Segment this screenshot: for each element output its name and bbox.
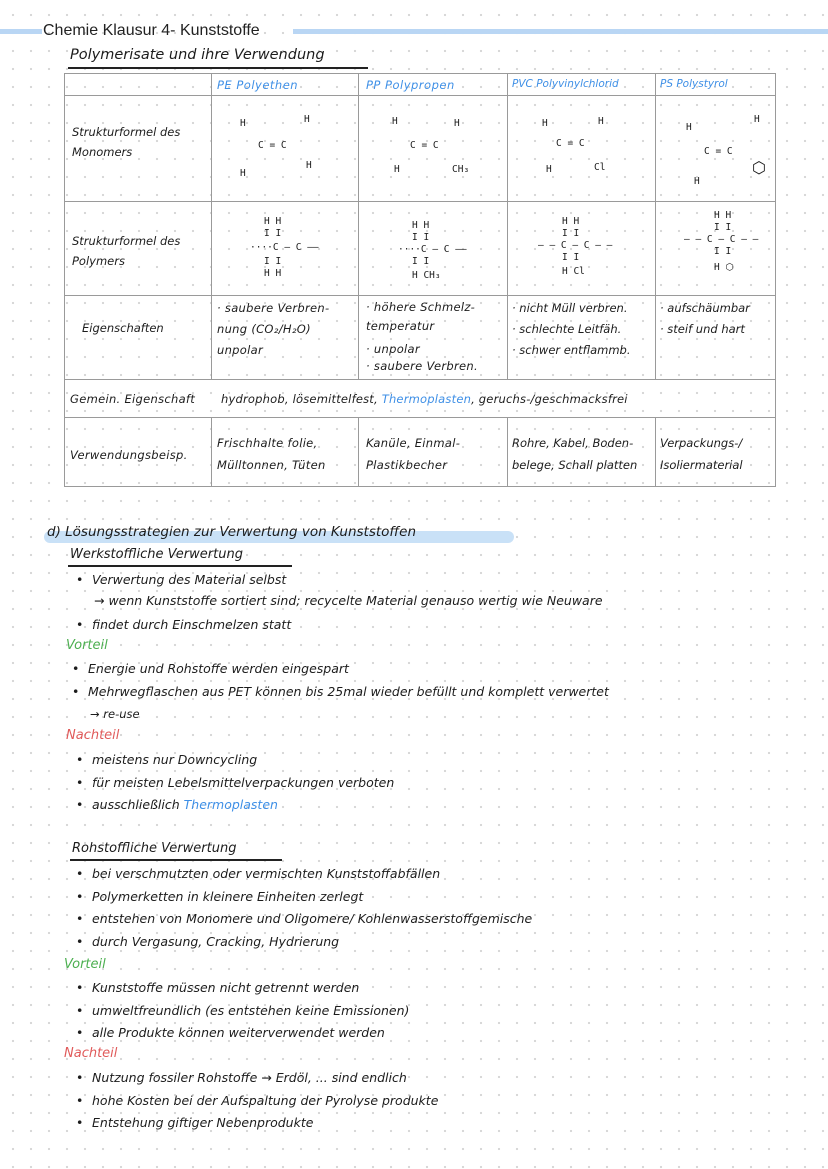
table-line: [358, 73, 359, 379]
table-line: [64, 379, 776, 380]
nachteil-list: [74, 1068, 438, 1136]
properties-ps: · aufschäumbar · steif und hart: [660, 301, 750, 336]
list-item: • Verwertung des Material selbst: [74, 570, 286, 593]
table-line: [358, 417, 359, 487]
polymer-formula-pp: H H I I ····C – C —— I I H CH₃: [398, 220, 467, 281]
vorteil-label: Vorteil: [66, 638, 108, 653]
common-properties: hydrophob, lösemittelfest, Thermoplasten, geruchs-/geschmacksfrei: [221, 392, 628, 406]
column-header-ps: PS Polystyrol: [660, 78, 728, 90]
benzene-ring-icon: ⬡: [752, 158, 766, 177]
table-subtitle: Polymerisate und ihre Verwendung: [70, 47, 325, 63]
section-title: d) Lösungsstrategien zur Verwertung von Kunststoffen: [47, 524, 417, 540]
heading-werkstoff: Werkstoffliche Verwertung: [70, 547, 243, 562]
monomer-formula-ps: H H C = C H ⬡: [686, 114, 766, 187]
uses-pe: Frischhalte folie, Mülltonnen, Tüten: [217, 436, 326, 472]
list-item: • hohe Kosten bei der Aufspaltung der Pyrolyse produkte: [74, 1091, 438, 1114]
uses-pvc: Rohre, Kabel, Boden- belege, Schall platten: [512, 436, 638, 472]
header-accent-left: [0, 29, 42, 34]
list-item: • bei verschmutzten oder vermischten Kunststoffabfällen: [74, 864, 532, 887]
heading-underline: [68, 565, 292, 567]
row-label-polymer: Strukturformel des Polymers: [72, 234, 181, 268]
list-item: • Energie und Rohstoffe werden eingespart: [70, 659, 609, 682]
row-label-monomer: Strukturformel des Monomers: [72, 125, 181, 159]
table-line: [211, 73, 212, 379]
table-line: [64, 295, 776, 296]
list-item: • Nutzung fossiler Rohstoffe → Erdöl, ... sind endlich: [74, 1068, 438, 1091]
table-line: [507, 417, 508, 487]
table-line: [64, 73, 65, 487]
list-item: • entstehen von Monomere und Oligomere/ Kohlenwasserstoffgemische: [74, 909, 532, 932]
table-line: [64, 95, 776, 96]
list-item: • alle Produkte können weiterverwendet werden: [74, 1023, 409, 1046]
table-line: [655, 73, 656, 379]
monomer-formula-pe: H H C = C H H: [240, 114, 312, 179]
uses-ps: Verpackungs-/ Isoliermaterial: [660, 436, 743, 472]
list-item: • Polymerketten in kleinere Einheiten zerlegt: [74, 887, 532, 910]
werkstoff-list: [74, 615, 291, 638]
row-label-common: Gemein. Eigenschaft: [70, 392, 196, 406]
monomer-formula-pp: H H C = C H CH₃: [392, 116, 470, 175]
table-line: [64, 201, 776, 202]
properties-pe: · saubere Verbren- nung (CO₂/H₂O) unpolar: [217, 301, 330, 357]
werkstoff-list: [74, 570, 286, 593]
re-use-note: → re-use: [90, 707, 140, 721]
list-item: • durch Vergasung, Cracking, Hydrierung: [74, 932, 532, 955]
list-item: • Kunststoffe müssen nicht getrennt werden: [74, 978, 409, 1001]
heading-rohstoff: Rohstoffliche Verwertung: [72, 841, 237, 856]
table-line: [64, 73, 776, 74]
page-title: Chemie Klausur 4- Kunststoffe: [43, 22, 260, 39]
monomer-formula-pvc: H H C = C H Cl: [542, 116, 606, 175]
column-header-pvc: PVC Polyvinylchlorid: [512, 78, 619, 90]
table-line: [211, 417, 212, 487]
list-item: • Mehrwegflaschen aus PET können bis 25mal wieder befüllt und komplett verwertet: [70, 682, 609, 705]
list-item: • Entstehung giftiger Nebenprodukte: [74, 1113, 438, 1136]
list-item: • meistens nur Downcycling: [74, 750, 394, 773]
properties-pvc: · nicht Müll verbren. · schlechte Leitfäh. · schwer entflammb.: [512, 301, 631, 357]
nachteil-label: Nachteil: [64, 1046, 118, 1061]
row-label-properties: Eigenschaften: [82, 321, 164, 335]
rohstoff-list: [74, 864, 532, 954]
list-item: • umweltfreundlich (es entstehen keine Emissionen): [74, 1001, 409, 1024]
table-line: [64, 486, 776, 487]
vorteil-list: [70, 659, 609, 704]
werkstoff-note: → wenn Kunststoffe sortiert sind; recycelte Material genauso wertig wie Neuware: [94, 593, 603, 608]
list-item: • findet durch Einschmelzen statt: [74, 615, 291, 638]
polymer-formula-pe: H H I I ····C – C —— I I H H: [250, 216, 319, 279]
heading-underline: [70, 859, 282, 861]
column-header-pp: PP Polypropen: [366, 78, 455, 92]
nachteil-label: Nachteil: [66, 728, 120, 743]
table-line: [64, 417, 776, 418]
subtitle-underline: [68, 67, 368, 69]
list-item: • für meisten Lebelsmittelverpackungen verboten: [74, 773, 394, 796]
row-label-uses: Verwendungsbeisp.: [70, 448, 188, 462]
column-header-pe: PE Polyethen: [217, 78, 299, 92]
polymer-formula-ps: H H I I – – C – C – – I I H ⬡: [684, 210, 759, 273]
table-line: [655, 417, 656, 487]
header-accent-right: [293, 29, 828, 34]
list-item: • ausschließlich Thermoplasten: [74, 795, 394, 818]
table-line: [507, 73, 508, 379]
uses-pp: Kanüle, Einmal- Plastikbecher: [366, 436, 461, 472]
polymer-formula-pvc: H H I I – – C – C – – I I H Cl: [538, 216, 613, 277]
properties-pp: · höhere Schmelz- temperatur · unpolar · saubere Verbren.: [366, 300, 478, 373]
vorteil-list: [74, 978, 409, 1046]
vorteil-label: Vorteil: [64, 957, 106, 972]
nachteil-list: [74, 750, 394, 818]
